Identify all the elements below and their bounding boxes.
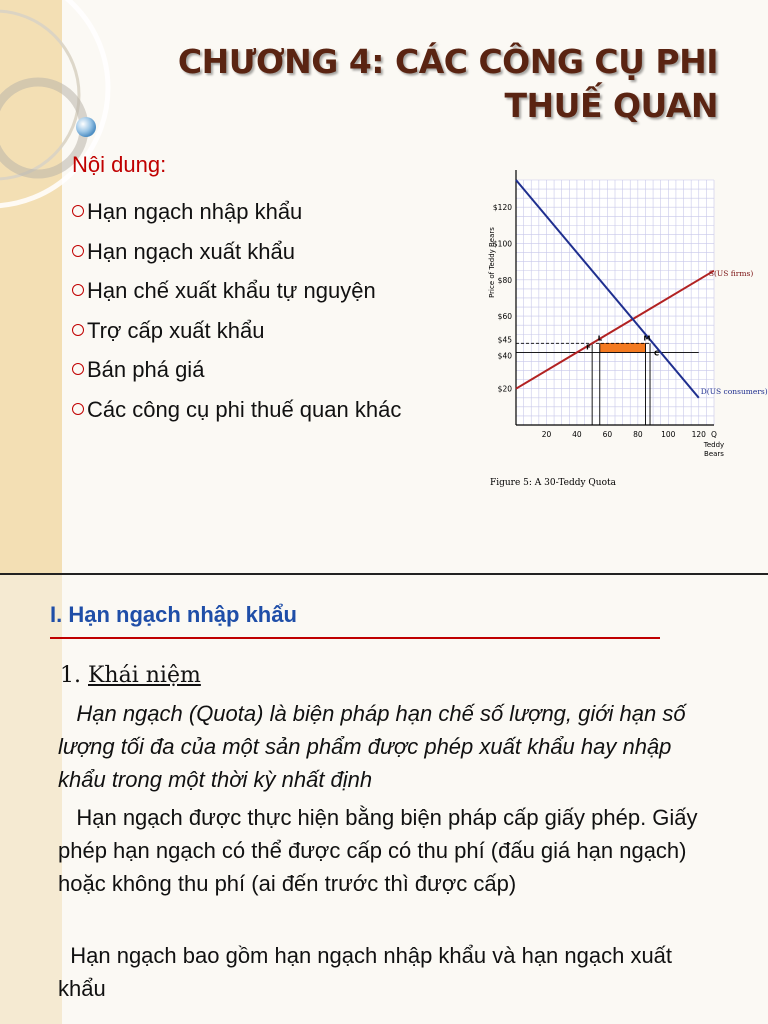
chart-caption: Figure 5: A 30-Teddy Quota	[490, 478, 616, 488]
y-tick-label: $60	[497, 312, 512, 322]
point-label: L	[597, 334, 603, 343]
list-item: Bán phá giá	[72, 350, 401, 390]
bullet-icon	[72, 403, 84, 415]
x-axis-label: Teddy	[703, 441, 725, 449]
subheading-text: Khái niệm	[88, 663, 201, 688]
point-label: F	[586, 343, 591, 352]
content-list	[72, 192, 401, 429]
point-label: M	[643, 334, 651, 343]
bullet-icon	[72, 363, 84, 375]
y-tick-label: $120	[492, 203, 512, 213]
paragraph-license: Hạn ngạch được thực hiện bằng biện pháp cấp giấy phép. Giấy phép hạn ngạch có thể được cấp có thu phí (đấu giá hạn ngạch) hoặc không thu phí (ai đến trước thì được cấp)	[58, 805, 698, 896]
x-axis-label: Bears	[704, 450, 724, 458]
bullet-icon	[72, 324, 84, 336]
slide-title: CHƯƠNG 4: CÁC CÔNG CỤ PHI THUẾ QUAN	[177, 42, 718, 125]
bullet-icon	[72, 284, 84, 296]
series-label: S(US firms)	[708, 269, 754, 279]
x-tick-label: 20	[541, 430, 552, 439]
x-tick-label: 40	[572, 430, 582, 439]
content-heading: Nội dung:	[72, 152, 167, 177]
x-tick-label: 100	[661, 430, 676, 439]
list-item: Hạn ngạch xuất khẩu	[72, 232, 401, 272]
subheading	[60, 663, 201, 688]
series-label: D(US consumers)	[700, 387, 768, 397]
y-tick-label: $20	[497, 384, 512, 394]
list-item: Các công cụ phi thuế quan khác	[72, 390, 401, 430]
list-item: Hạn chế xuất khẩu tự nguyện	[72, 271, 401, 311]
x-tick-label: 60	[602, 430, 613, 439]
y-tick-label: $80	[497, 275, 512, 285]
y-tick-label: $45	[497, 335, 512, 345]
x-tick-label: 80	[633, 430, 643, 439]
x-tick-label: Q	[711, 430, 717, 439]
section-title: I. Hạn ngạch nhập khẩu	[50, 602, 297, 627]
x-tick-label: 120	[691, 430, 706, 439]
list-item: Hạn ngạch nhập khẩu	[72, 192, 401, 232]
decorative-bubble	[76, 117, 96, 137]
quota-band	[600, 343, 646, 352]
bullet-icon	[72, 205, 84, 217]
y-axis-label: Price of Teddy Bears	[488, 227, 496, 298]
point-label: C	[654, 349, 660, 358]
bullet-icon	[72, 245, 84, 257]
decorative-stripe	[0, 575, 62, 1024]
list-item: Trợ cấp xuất khẩu	[72, 311, 401, 351]
y-tick-label: $40	[497, 351, 512, 361]
subheading-number: 1.	[60, 663, 81, 688]
paragraph-types: Hạn ngạch bao gồm hạn ngạch nhập khẩu và hạn ngạch xuất khẩu	[58, 943, 673, 1001]
paragraph-definition: Hạn ngạch (Quota) là biện pháp hạn chế số lượng, giới hạn số lượng tối đa của một sản phẩm được phép xuất khẩu hay nhập khẩu trong một thời kỳ nhất định	[58, 701, 686, 792]
section-rule	[50, 637, 660, 639]
quota-chart	[484, 155, 768, 495]
y-tick-label: $100	[492, 239, 512, 249]
